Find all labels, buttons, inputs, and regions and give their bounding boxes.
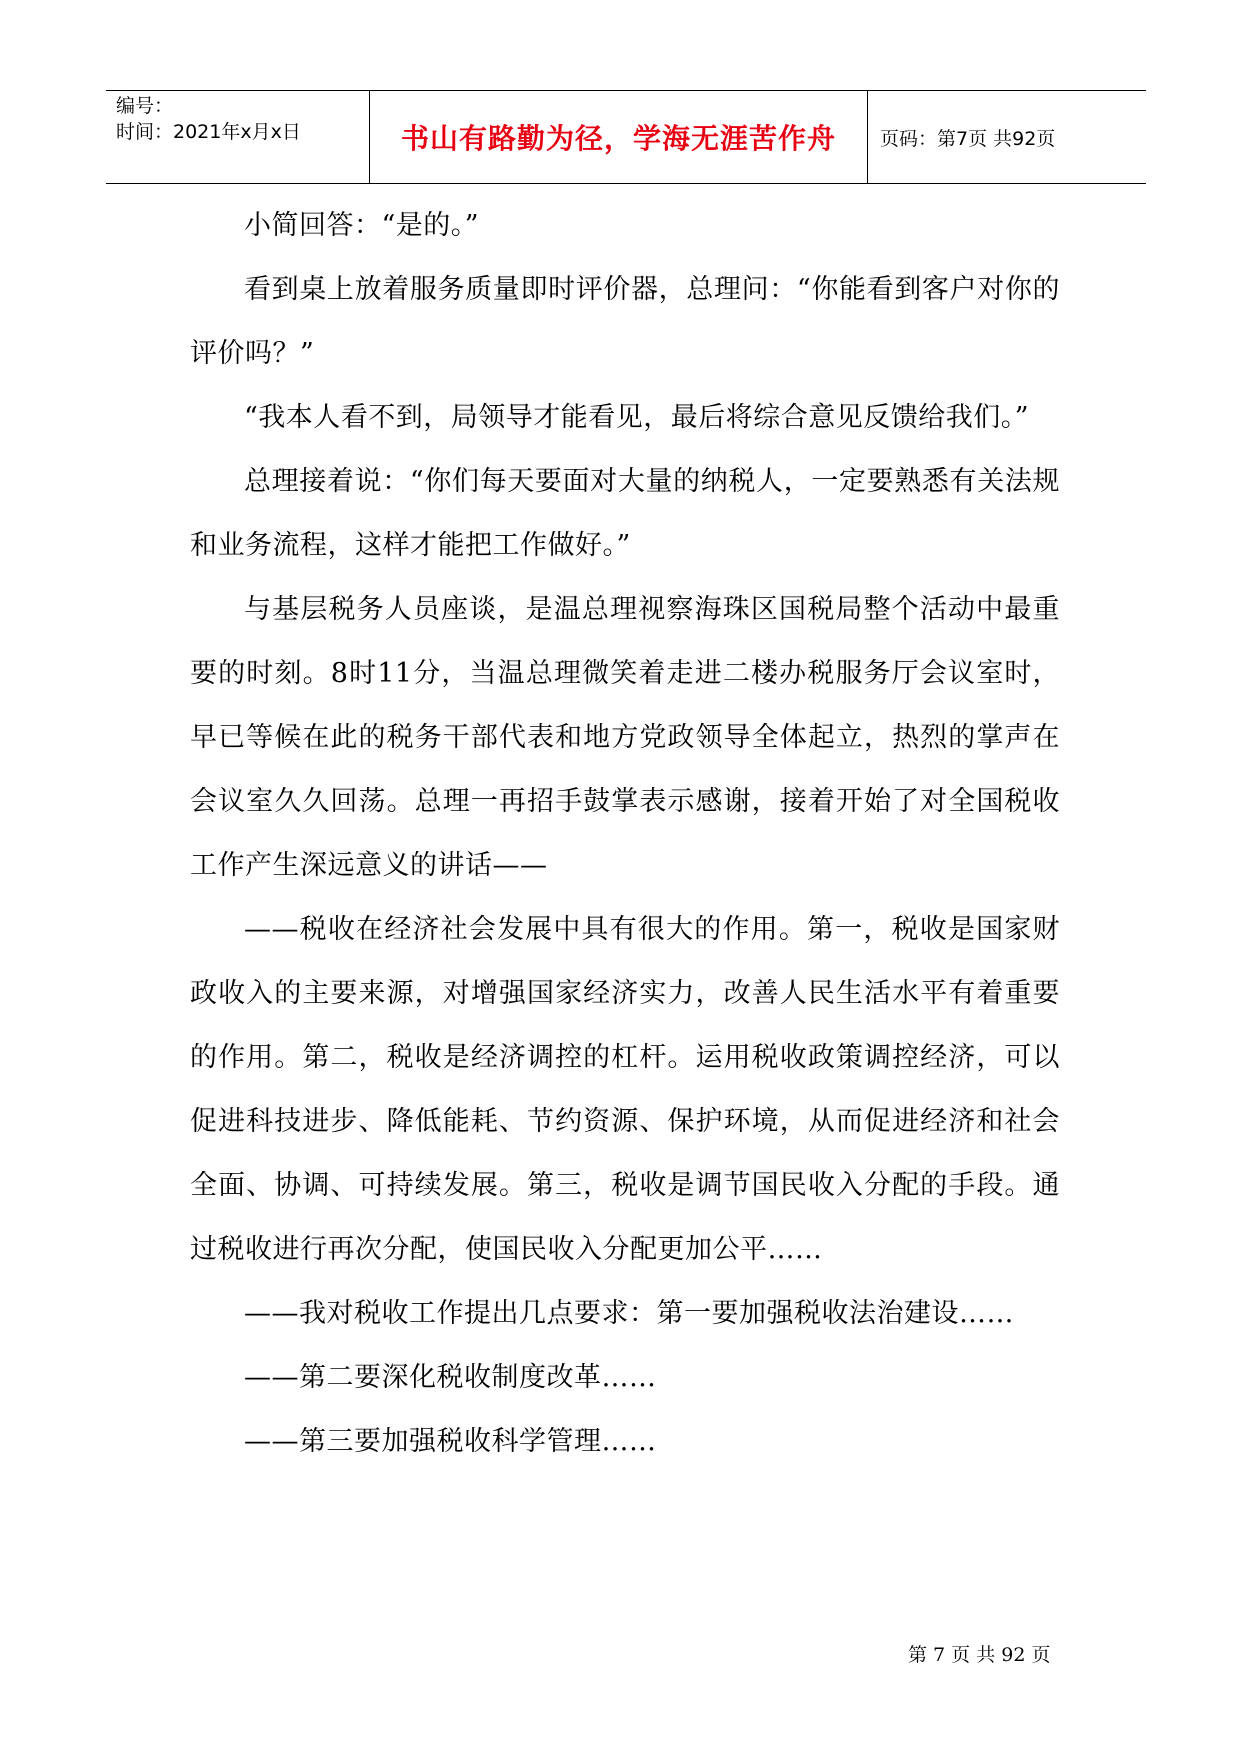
paragraph: 与基层税务人员座谈，是温总理视察海珠区国税局整个活动中最重要的时刻。8时11分，当温总理微笑着走进二楼办税服务厅会议室时，早已等候在此的税务干部代表和地方党政领导全体起立，热烈的掌声在会议室久久回荡。总理一再招手鼓掌表示感谢，接着开始了对全国税收工作产生深远意义的讲话—— (190, 594, 1060, 881)
document-body (190, 194, 1060, 1474)
header-page-cell (868, 91, 1146, 183)
paragraph: ——第三要加强税收科学管理…… (244, 1426, 657, 1457)
paragraph: ——第二要深化税收制度改革…… (244, 1362, 657, 1393)
paragraph: ——税收在经济社会发展中具有很大的作用。第一，税收是国家财政收入的主要来源，对增强国家经济实力，改善人民生活水平有着重要的作用。第二，税收是经济调控的杠杆。运用税收政策调控经济，可以促进科技进步、降低能耗、节约资源、保护环境，从而促进经济和社会全面、协调、可持续发展。第三，税收是调节国民收入分配的手段。通过税收进行再次分配，使国民收入分配更加公平…… (190, 914, 1060, 1265)
paragraph: 看到桌上放着服务质量即时评价器，总理问：“你能看到客户对你的评价吗？” (190, 274, 1060, 369)
header-info-cell (106, 91, 370, 183)
page-footer: 第 7 页 共 92 页 (908, 1644, 1051, 1666)
paragraph: 小简回答：“是的。” (244, 210, 480, 241)
document-number-label: 编号： (116, 95, 174, 117)
header-motto-cell (370, 91, 868, 183)
paragraph: “我本人看不到，局领导才能看见，最后将综合意见反馈给我们。” (244, 402, 1030, 433)
header-page-code: 页码：第7页 共92页 (880, 127, 1056, 150)
document-time-label: 时间：2021年x月x日 (116, 121, 301, 143)
header-motto: 书山有路勤为径，学海无涯苦作舟 (400, 122, 836, 155)
paragraph: ——我对税收工作提出几点要求：第一要加强税收法治建设…… (244, 1298, 1014, 1329)
page-header (106, 90, 1146, 184)
paragraph: 总理接着说：“你们每天要面对大量的纳税人，一定要熟悉有关法规和业务流程，这样才能把工作做好。” (190, 466, 1060, 561)
